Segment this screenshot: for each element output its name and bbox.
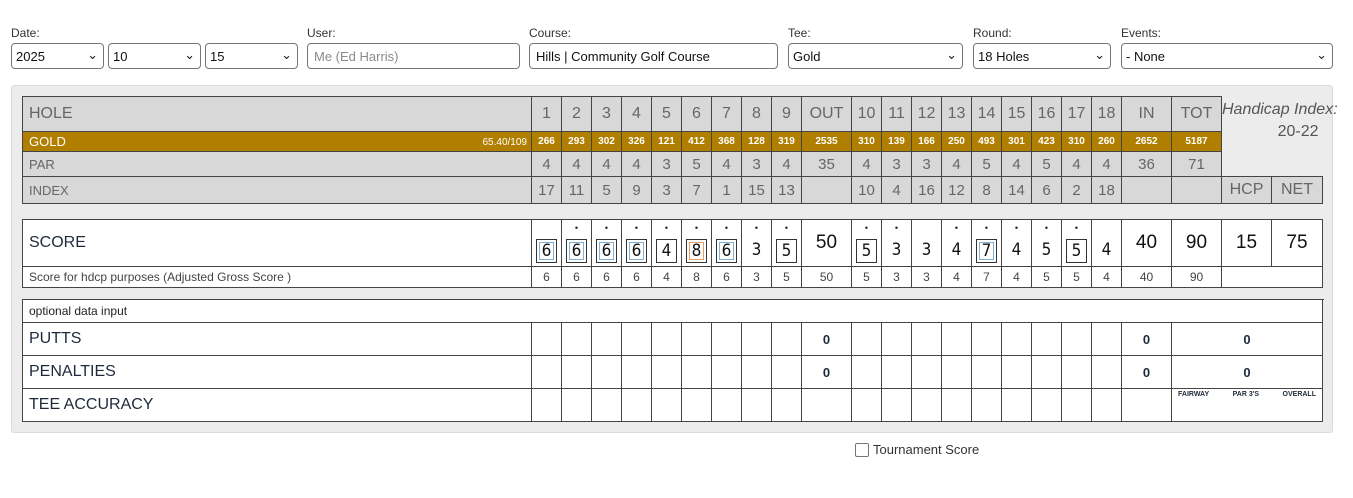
adjusted-score: 4 <box>942 267 972 288</box>
index-value: 12 <box>942 177 972 204</box>
tee-accuracy-input[interactable] <box>562 389 592 422</box>
hole-score-cell[interactable] <box>1062 220 1092 267</box>
hole-number: 18 <box>1092 97 1122 132</box>
tee-accuracy-label: TEE ACCURACY <box>23 389 532 422</box>
hole-score-cell[interactable] <box>972 220 1002 267</box>
hole-score[interactable]: 6 <box>536 239 557 263</box>
penalties-total: 0 <box>1172 356 1323 389</box>
tournament-score-label: Tournament Score <box>873 442 980 457</box>
tee-accuracy-input[interactable] <box>1032 389 1062 422</box>
par-label: PAR <box>23 152 532 177</box>
optional-data-table <box>22 299 1323 422</box>
index-out <box>802 177 852 204</box>
index-value: 5 <box>592 177 622 204</box>
adjusted-score: 5 <box>852 267 882 288</box>
hole-score[interactable]: 5 <box>1041 240 1052 260</box>
yardage: 319 <box>772 132 802 152</box>
adjusted-score: 6 <box>592 267 622 288</box>
penalties-row <box>23 356 1323 389</box>
chevron-down-icon: ⌄ <box>1316 47 1327 62</box>
index-total <box>1172 177 1222 204</box>
handicap-index <box>1222 97 1338 177</box>
hole-number: 3 <box>592 97 622 132</box>
tee-accuracy-in <box>1122 389 1172 422</box>
par-value: 4 <box>592 152 622 177</box>
stroke-marker-icon: • <box>694 223 699 233</box>
hole-score[interactable]: 4 <box>1011 240 1022 260</box>
course-rating: 65.40/109 <box>482 137 527 148</box>
hole-number: 8 <box>742 97 772 132</box>
tee-accuracy-input[interactable] <box>882 389 912 422</box>
index-value: 2 <box>1062 177 1092 204</box>
penalties-in: 0 <box>1122 356 1172 389</box>
tee-accuracy-input[interactable] <box>972 389 1002 422</box>
putts-input[interactable] <box>1002 323 1032 356</box>
penalties-input[interactable] <box>1002 356 1032 389</box>
stroke-marker-icon: • <box>574 223 579 233</box>
par-out: 35 <box>802 152 852 177</box>
index-value: 7 <box>682 177 712 204</box>
hole-number: 1 <box>532 97 562 132</box>
adjusted-score-label: Score for hdcp purposes (Adjusted Gross Score ) <box>23 267 532 288</box>
hole-score[interactable]: 4 <box>951 240 962 260</box>
events-label: Events: <box>1121 26 1162 40</box>
stroke-marker-icon: • <box>1074 223 1079 233</box>
tee-accuracy-input[interactable] <box>682 389 712 422</box>
user-label: User: <box>307 26 336 40</box>
penalties-input[interactable] <box>852 356 882 389</box>
hole-score-cell[interactable] <box>942 220 972 267</box>
par-value: 3 <box>912 152 942 177</box>
day-select[interactable] <box>205 43 298 69</box>
par-row <box>23 152 1323 177</box>
hole-score[interactable]: 3 <box>751 240 762 260</box>
penalties-input[interactable] <box>532 356 562 389</box>
hole-row <box>23 97 1323 132</box>
yardage-out: 2535 <box>802 132 852 152</box>
score-net: 75 <box>1272 220 1323 267</box>
stroke-marker-icon: • <box>894 223 899 233</box>
month-value: 10 <box>113 49 128 64</box>
hole-number: 10 <box>852 97 882 132</box>
penalties-input[interactable] <box>712 356 742 389</box>
adjusted-score: 4 <box>1092 267 1122 288</box>
putts-input[interactable] <box>652 323 682 356</box>
hole-score-cell[interactable] <box>592 220 622 267</box>
putts-input[interactable] <box>562 323 592 356</box>
stroke-marker-icon: • <box>954 223 959 233</box>
course-label: Course: <box>529 26 572 40</box>
penalties-input[interactable] <box>972 356 1002 389</box>
putts-input[interactable] <box>882 323 912 356</box>
hole-score[interactable]: 6 <box>566 239 587 263</box>
round-select[interactable] <box>973 43 1111 69</box>
tee-accuracy-input[interactable] <box>652 389 682 422</box>
index-value: 15 <box>742 177 772 204</box>
hole-number: 15 <box>1002 97 1032 132</box>
yardage: 412 <box>682 132 712 152</box>
hole-score-cell[interactable] <box>772 220 802 267</box>
events-value: - None <box>1126 49 1166 64</box>
index-value: 9 <box>622 177 652 204</box>
events-select[interactable] <box>1121 43 1333 69</box>
yardage: 302 <box>592 132 622 152</box>
yardage: 166 <box>912 132 942 152</box>
par-value: 3 <box>652 152 682 177</box>
tee-name-label: GOLD <box>29 134 66 149</box>
tee-accuracy-row <box>23 389 1323 422</box>
penalties-input[interactable] <box>682 356 712 389</box>
hole-number: 12 <box>912 97 942 132</box>
yardage-in: 2652 <box>1122 132 1172 152</box>
hole-score-cell[interactable] <box>532 220 562 267</box>
hole-score-cell[interactable] <box>562 220 592 267</box>
index-value: 3 <box>652 177 682 204</box>
adjusted-score: 5 <box>1062 267 1092 288</box>
par-value: 4 <box>1092 152 1122 177</box>
hole-score[interactable]: 4 <box>1101 240 1112 260</box>
putts-label: PUTTS <box>23 323 532 356</box>
index-value: 11 <box>562 177 592 204</box>
index-value: 8 <box>972 177 1002 204</box>
penalties-input[interactable] <box>622 356 652 389</box>
hole-number: 11 <box>882 97 912 132</box>
tee-accuracy-input[interactable] <box>912 389 942 422</box>
stroke-marker-icon: • <box>664 223 669 233</box>
adjusted-total: 90 <box>1172 267 1222 288</box>
index-value: 14 <box>1002 177 1032 204</box>
month-select[interactable] <box>108 43 201 69</box>
par-value: 4 <box>562 152 592 177</box>
par-value: 3 <box>742 152 772 177</box>
putts-input[interactable] <box>852 323 882 356</box>
par-value: 4 <box>942 152 972 177</box>
optional-data-header: optional data input <box>23 300 1323 323</box>
putts-input[interactable] <box>712 323 742 356</box>
index-row <box>23 177 1323 204</box>
penalties-input[interactable] <box>742 356 772 389</box>
hole-number: 2 <box>562 97 592 132</box>
out-label: OUT <box>802 97 852 132</box>
yardage: 368 <box>712 132 742 152</box>
stroke-marker-icon: • <box>754 223 759 233</box>
hole-score[interactable]: 3 <box>891 240 902 260</box>
hole-score-cell[interactable] <box>682 220 712 267</box>
tee-yardage-row <box>23 132 1323 152</box>
tee-label: Tee: <box>788 26 811 40</box>
tee-accuracy-input[interactable] <box>742 389 772 422</box>
index-label: INDEX <box>23 177 532 204</box>
penalties-input[interactable] <box>772 356 802 389</box>
adjusted-score: 6 <box>532 267 562 288</box>
stroke-marker-icon: • <box>864 223 869 233</box>
stroke-marker-icon: • <box>604 223 609 233</box>
yardage: 326 <box>622 132 652 152</box>
tee-name <box>23 132 532 152</box>
chevron-down-icon: ⌄ <box>1094 47 1105 62</box>
adjusted-score: 3 <box>912 267 942 288</box>
hole-score-cell[interactable] <box>652 220 682 267</box>
tee-accuracy-input[interactable] <box>1062 389 1092 422</box>
course-info-table <box>22 96 1338 204</box>
par-value: 5 <box>972 152 1002 177</box>
score-in: 40 <box>1122 220 1172 267</box>
yardage: 310 <box>852 132 882 152</box>
hole-score[interactable]: 6 <box>626 239 647 263</box>
putts-row <box>23 323 1323 356</box>
score-label: SCORE <box>23 220 532 267</box>
penalties-label: PENALTIES <box>23 356 532 389</box>
hole-number: 5 <box>652 97 682 132</box>
overall-label: OVERALL <box>1282 391 1316 398</box>
score-out: 50 <box>802 220 852 267</box>
hole-label: HOLE <box>23 97 532 132</box>
hole-number: 9 <box>772 97 802 132</box>
par-value: 5 <box>682 152 712 177</box>
penalties-out: 0 <box>802 356 852 389</box>
penalties-input[interactable] <box>562 356 592 389</box>
putts-in: 0 <box>1122 323 1172 356</box>
penalties-input[interactable] <box>882 356 912 389</box>
tee-accuracy-input[interactable] <box>772 389 802 422</box>
putts-input[interactable] <box>622 323 652 356</box>
par-value: 4 <box>532 152 562 177</box>
putts-input[interactable] <box>772 323 802 356</box>
hole-score[interactable]: 4 <box>656 239 677 263</box>
adjusted-score: 5 <box>1032 267 1062 288</box>
par-value: 5 <box>1032 152 1062 177</box>
tee-accuracy-summary <box>1172 389 1323 422</box>
penalties-input[interactable] <box>912 356 942 389</box>
course-input[interactable]: Hills | Community Golf Course <box>529 43 778 69</box>
chevron-down-icon: ⌄ <box>281 47 292 62</box>
adjusted-score-row <box>23 267 1323 288</box>
hole-score[interactable]: 7 <box>976 239 997 263</box>
tee-value: Gold <box>793 49 821 64</box>
par-value: 4 <box>852 152 882 177</box>
index-value: 16 <box>912 177 942 204</box>
yardage: 493 <box>972 132 1002 152</box>
tee-accuracy-input[interactable] <box>1092 389 1122 422</box>
yardage-total: 5187 <box>1172 132 1222 152</box>
yardage: 310 <box>1062 132 1092 152</box>
putts-input[interactable] <box>972 323 1002 356</box>
par-value: 4 <box>772 152 802 177</box>
hole-number: 7 <box>712 97 742 132</box>
par-value: 4 <box>1062 152 1092 177</box>
tee-accuracy-input[interactable] <box>852 389 882 422</box>
hole-score-cell[interactable] <box>742 220 772 267</box>
tee-accuracy-input[interactable] <box>1002 389 1032 422</box>
penalties-input[interactable] <box>652 356 682 389</box>
stroke-marker-icon: • <box>634 223 639 233</box>
penalties-input[interactable] <box>942 356 972 389</box>
hole-score[interactable]: 6 <box>716 239 737 263</box>
year-value: 2025 <box>16 49 45 64</box>
hole-score[interactable]: 3 <box>921 240 932 260</box>
putts-input[interactable] <box>682 323 712 356</box>
hole-number: 6 <box>682 97 712 132</box>
adjusted-score: 6 <box>562 267 592 288</box>
handicap-index-value: 20-22 <box>1277 122 1319 140</box>
putts-input[interactable] <box>532 323 562 356</box>
index-in <box>1122 177 1172 204</box>
putts-input[interactable] <box>1062 323 1092 356</box>
adjusted-score: 4 <box>1002 267 1032 288</box>
net-label: NET <box>1272 177 1323 204</box>
yardage: 260 <box>1092 132 1122 152</box>
score-hcp: 15 <box>1222 220 1272 267</box>
score-row <box>23 220 1323 267</box>
adjusted-score: 4 <box>652 267 682 288</box>
par-value: 4 <box>712 152 742 177</box>
tournament-score-checkbox[interactable] <box>855 442 979 457</box>
yardage: 301 <box>1002 132 1032 152</box>
yardage: 250 <box>942 132 972 152</box>
round-label: Round: <box>973 26 1012 40</box>
fairway-label: FAIRWAY <box>1178 391 1210 398</box>
putts-input[interactable] <box>1092 323 1122 356</box>
hole-score-cell[interactable] <box>1092 220 1122 267</box>
adjusted-hcp-net <box>1222 267 1323 288</box>
putts-input[interactable] <box>942 323 972 356</box>
par-value: 4 <box>622 152 652 177</box>
adjusted-score: 3 <box>742 267 772 288</box>
index-value: 17 <box>532 177 562 204</box>
hole-score[interactable]: 5 <box>856 239 877 263</box>
yardage: 423 <box>1032 132 1062 152</box>
hole-number: 14 <box>972 97 1002 132</box>
round-value: 18 Holes <box>978 49 1030 64</box>
putts-input[interactable] <box>912 323 942 356</box>
in-label: IN <box>1122 97 1172 132</box>
hole-score[interactable]: 8 <box>686 239 707 263</box>
hole-number: 16 <box>1032 97 1062 132</box>
index-value: 13 <box>772 177 802 204</box>
par-in: 36 <box>1122 152 1172 177</box>
tot-label: TOT <box>1172 97 1222 132</box>
user-input[interactable]: Me (Ed Harris) <box>307 43 520 69</box>
par-value: 4 <box>1002 152 1032 177</box>
penalties-input[interactable] <box>592 356 622 389</box>
putts-input[interactable] <box>742 323 772 356</box>
par-total: 71 <box>1172 152 1222 177</box>
hole-number: 4 <box>622 97 652 132</box>
stroke-marker-icon: • <box>1014 223 1019 233</box>
adjusted-in: 40 <box>1122 267 1172 288</box>
adjusted-score: 7 <box>972 267 1002 288</box>
adjusted-score: 8 <box>682 267 712 288</box>
hcp-label: HCP <box>1222 177 1272 204</box>
hole-score[interactable]: 6 <box>596 239 617 263</box>
index-value: 10 <box>852 177 882 204</box>
hole-score-cell[interactable] <box>712 220 742 267</box>
tee-accuracy-input[interactable] <box>532 389 562 422</box>
hole-score-cell[interactable] <box>882 220 912 267</box>
stroke-marker-icon: • <box>724 223 729 233</box>
checkbox-icon[interactable] <box>855 443 869 457</box>
penalties-input[interactable] <box>1062 356 1092 389</box>
hole-score-cell[interactable] <box>1032 220 1062 267</box>
putts-input[interactable] <box>592 323 622 356</box>
stroke-marker-icon: • <box>984 223 989 233</box>
index-value: 6 <box>1032 177 1062 204</box>
adjusted-score: 6 <box>712 267 742 288</box>
hole-score[interactable]: 5 <box>1066 239 1087 263</box>
penalties-input[interactable] <box>1092 356 1122 389</box>
tee-accuracy-out <box>802 389 852 422</box>
hole-score-cell[interactable] <box>1002 220 1032 267</box>
year-select[interactable] <box>11 43 104 69</box>
yardage: 121 <box>652 132 682 152</box>
index-value: 4 <box>882 177 912 204</box>
hole-score-cell[interactable] <box>622 220 652 267</box>
round-filters <box>0 0 1353 80</box>
tee-accuracy-input[interactable] <box>622 389 652 422</box>
yardage: 266 <box>532 132 562 152</box>
par-value: 3 <box>882 152 912 177</box>
chevron-down-icon: ⌄ <box>87 47 98 62</box>
hole-score-cell[interactable] <box>912 220 942 267</box>
adjusted-out: 50 <box>802 267 852 288</box>
handicap-index-label: Handicap Index: <box>1222 100 1338 118</box>
score-table <box>22 219 1323 288</box>
tee-accuracy-input[interactable] <box>712 389 742 422</box>
tee-accuracy-input[interactable] <box>592 389 622 422</box>
putts-input[interactable] <box>1032 323 1062 356</box>
adjusted-score: 6 <box>622 267 652 288</box>
tee-select[interactable] <box>788 43 963 69</box>
par3-label: PAR 3'S <box>1232 391 1260 398</box>
hole-number: 13 <box>942 97 972 132</box>
putts-out: 0 <box>802 323 852 356</box>
stroke-marker-icon: • <box>784 223 789 233</box>
adjusted-score: 5 <box>772 267 802 288</box>
yardage: 139 <box>882 132 912 152</box>
score-total: 90 <box>1172 220 1222 267</box>
adjusted-score: 3 <box>882 267 912 288</box>
putts-total: 0 <box>1172 323 1323 356</box>
penalties-input[interactable] <box>1032 356 1062 389</box>
hole-number: 17 <box>1062 97 1092 132</box>
yardage: 128 <box>742 132 772 152</box>
stroke-marker-icon: • <box>1044 223 1049 233</box>
hole-score[interactable]: 5 <box>776 239 797 263</box>
chevron-down-icon: ⌄ <box>184 47 195 62</box>
hole-score-cell[interactable] <box>852 220 882 267</box>
index-value: 1 <box>712 177 742 204</box>
date-label: Date: <box>11 26 40 40</box>
index-value: 18 <box>1092 177 1122 204</box>
tee-accuracy-input[interactable] <box>942 389 972 422</box>
yardage: 293 <box>562 132 592 152</box>
chevron-down-icon: ⌄ <box>946 47 957 62</box>
day-value: 15 <box>210 49 225 64</box>
